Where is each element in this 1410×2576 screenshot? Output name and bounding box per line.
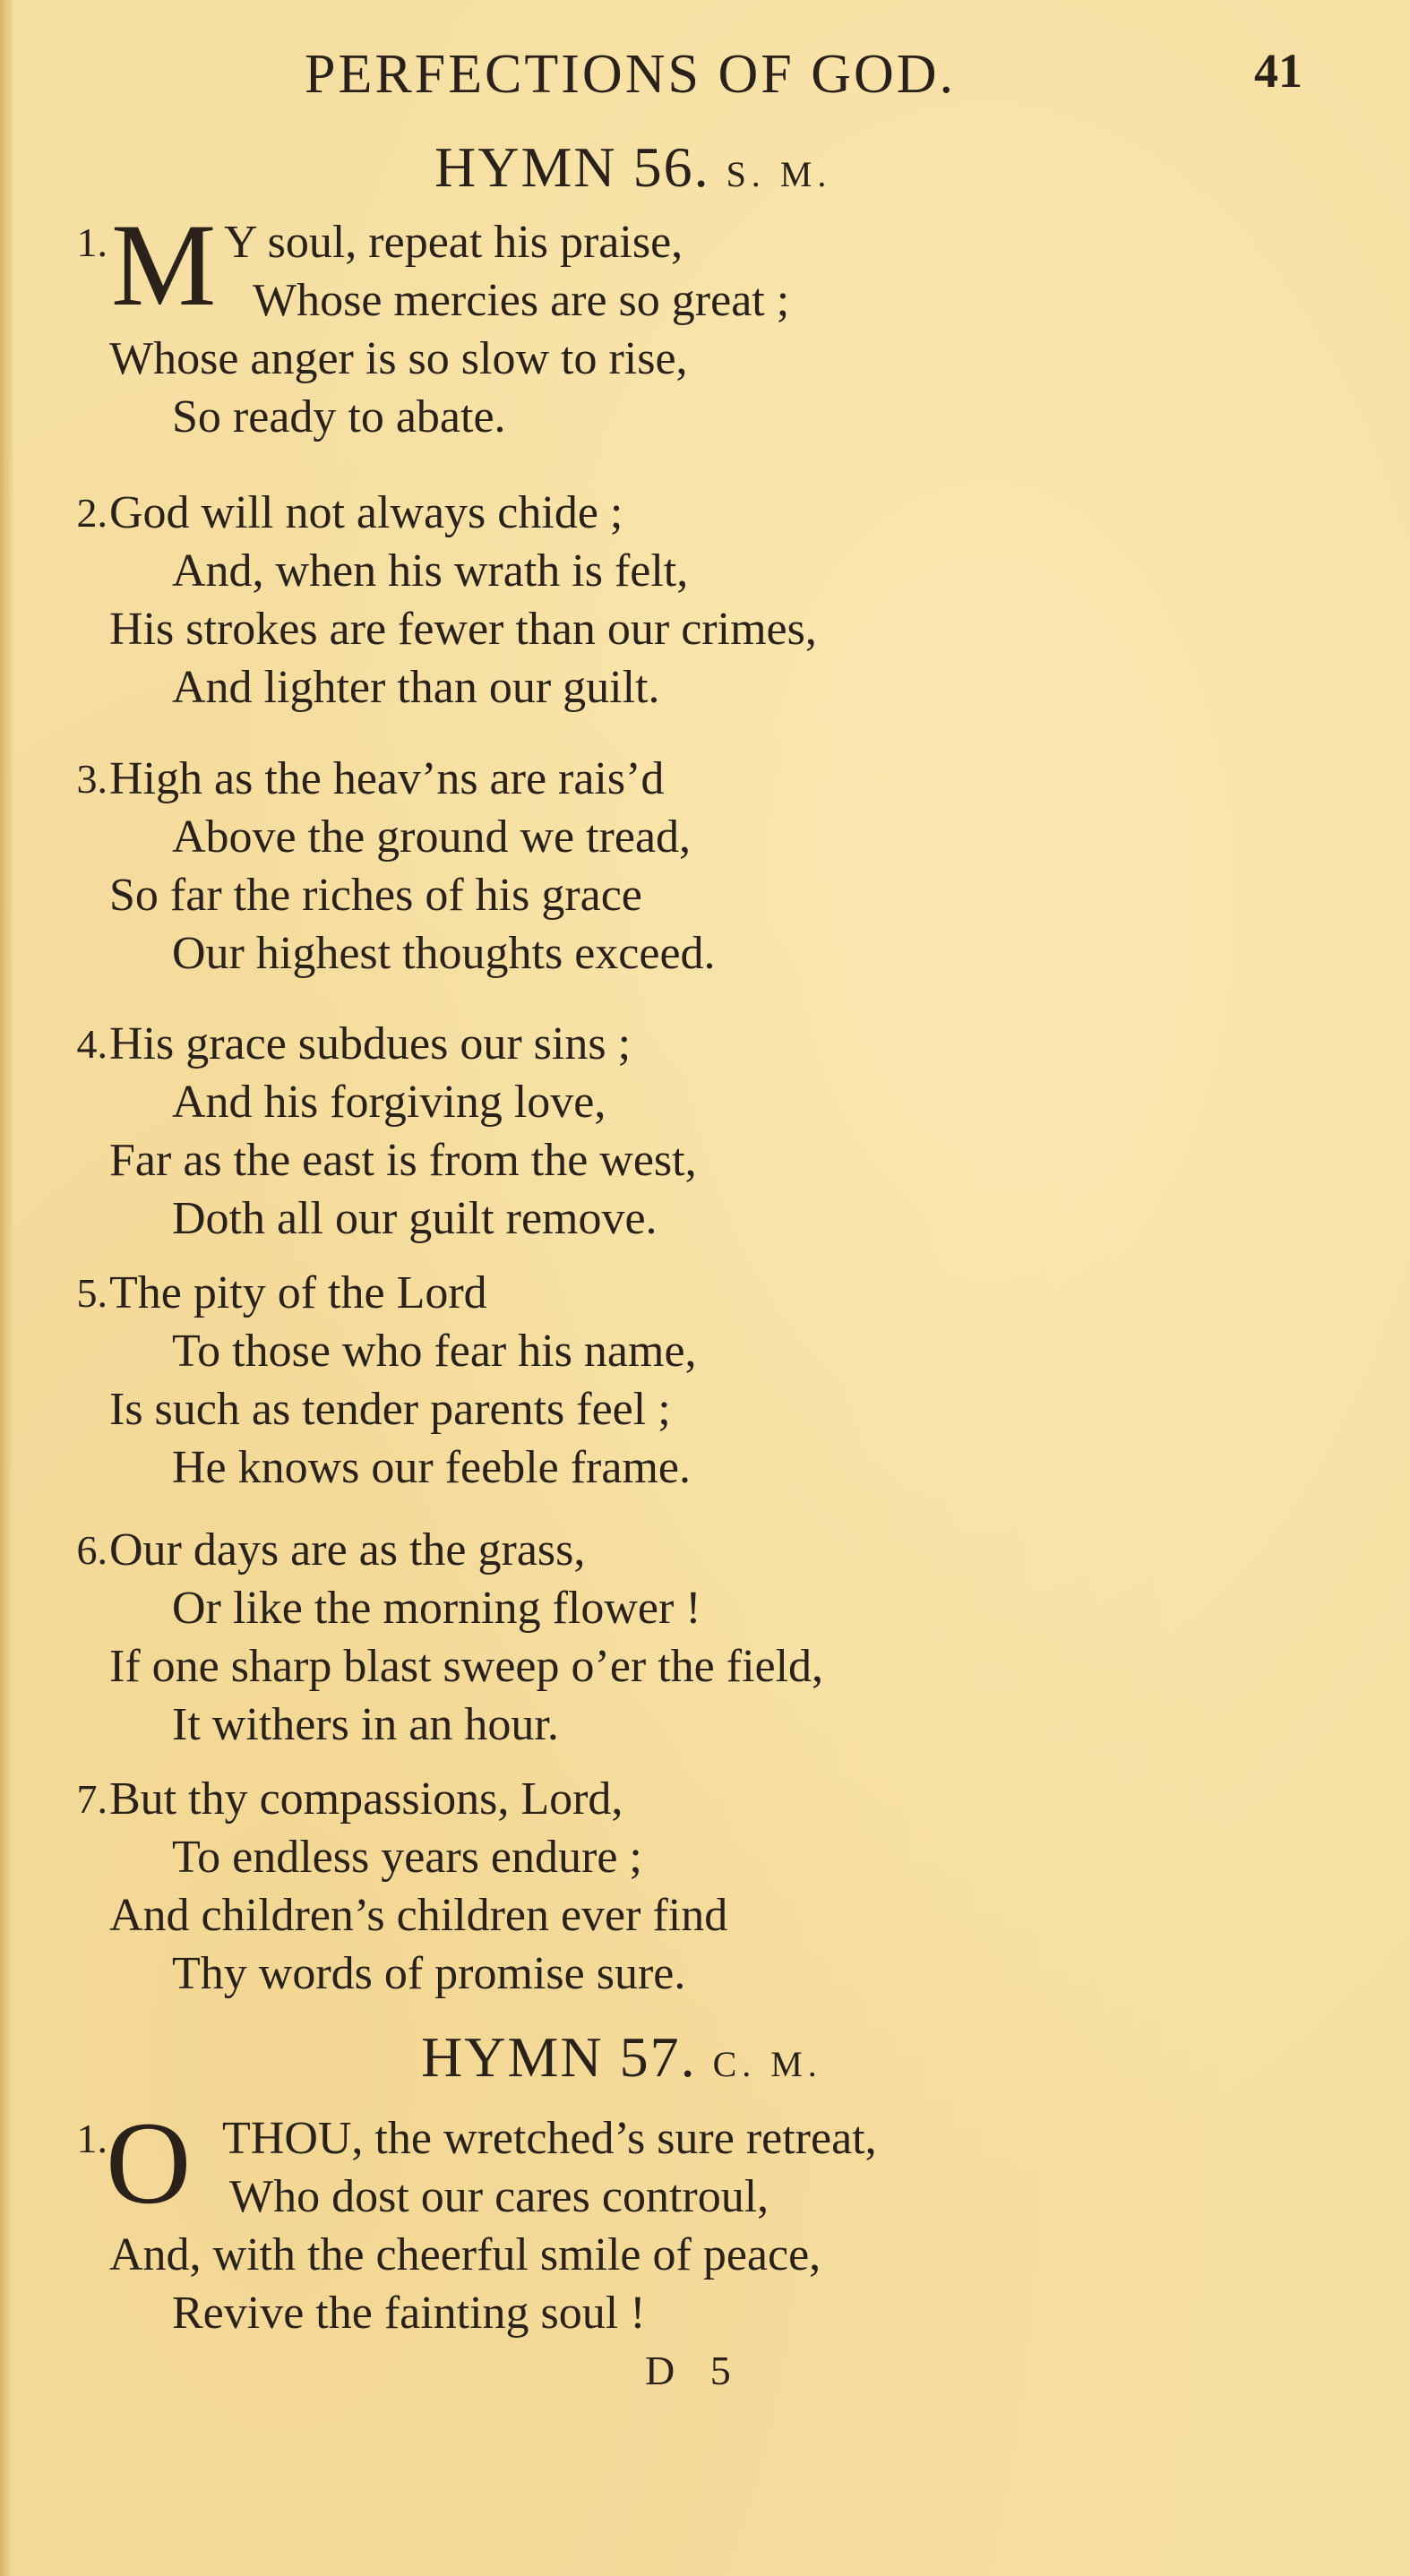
verse-line: [0, 866, 1410, 924]
page-number: 41: [1254, 44, 1303, 98]
verse-line: [0, 484, 1410, 542]
verse-6: [0, 1521, 1410, 1754]
verse-line: [0, 271, 1410, 330]
verse-line: [0, 1264, 1410, 1322]
verse-line-text: And, when his wrath is felt,: [172, 545, 689, 597]
verse-line: [0, 2168, 1410, 2226]
verse-line-text: Whose mercies are so great ;: [253, 275, 790, 326]
verse-line-text: So ready to abate.: [172, 391, 506, 442]
verse-line: [0, 2284, 1410, 2342]
verse-number: 3.: [76, 756, 107, 802]
verse-number: 2.: [76, 490, 107, 536]
verse-line-text: If one sharp blast sweep o’er the field,: [109, 1641, 824, 1692]
verse-line-text: And children’s children ever find: [109, 1890, 728, 1941]
verse-line: [0, 1521, 1410, 1579]
verse-line: [0, 388, 1410, 446]
verse-number: 5.: [76, 1270, 107, 1316]
verse-5: [0, 1264, 1410, 1497]
verse-line: [0, 1637, 1410, 1696]
verse-line-text: Far as the east is from the west,: [109, 1135, 697, 1186]
verse-line: [0, 1770, 1410, 1828]
verse-line-text: To those who fear his name,: [172, 1326, 697, 1377]
verse-number: 4.: [76, 1021, 107, 1067]
verse-number: 6.: [76, 1527, 107, 1573]
verse-line: [0, 1073, 1410, 1131]
verse-line-text: So far the riches of his grace: [109, 870, 642, 921]
drop-cap: M: [111, 199, 217, 331]
verse-line-text: Is such as tender parents feel ;: [109, 1384, 671, 1435]
hymn-meter: S. M.: [726, 154, 832, 194]
verse-line-text: The pity of the Lord: [109, 1267, 487, 1318]
verse-line: [0, 1886, 1410, 1945]
verse-line: [0, 1015, 1410, 1073]
verse-line-text: Doth all our guilt remove.: [172, 1193, 658, 1244]
drop-cap: O: [106, 2097, 192, 2228]
verse-line: [0, 808, 1410, 866]
verse-line: [0, 1189, 1410, 1248]
verse-line-text: Revive the fainting soul !: [172, 2288, 646, 2339]
verse-line: [0, 1579, 1410, 1637]
verse-line: [0, 2226, 1410, 2284]
running-title: PERFECTIONS OF GOD.: [305, 44, 957, 105]
verse-3: [0, 750, 1410, 983]
verse-line-text: And, with the cheerful smile of peace,: [109, 2229, 821, 2280]
verse-line-text: Y soul, repeat his praise,: [224, 217, 684, 268]
signature-mark: D 5: [645, 2348, 744, 2393]
verse-line-text: But thy compassions, Lord,: [109, 1773, 623, 1825]
verse-line-text: God will not always chide ;: [109, 487, 623, 538]
verse-line-text: It withers in an hour.: [172, 1699, 559, 1750]
verse-line-text: Our days are as the grass,: [109, 1524, 586, 1576]
verse-line-text: Whose anger is so slow to rise,: [109, 333, 688, 384]
hymn-meter: C. M.: [712, 2044, 822, 2084]
verse-1: [0, 199, 1410, 446]
hymn-56-heading: [434, 134, 831, 201]
verse-number: 7.: [76, 1776, 107, 1822]
verse-line: [0, 542, 1410, 600]
verse-line: [0, 1131, 1410, 1189]
verse-2: [0, 484, 1410, 717]
verse-line: [0, 924, 1410, 983]
verse-line-text: To endless years endure ;: [172, 1832, 642, 1883]
verse-line-text: High as the heav’ns are rais’d: [109, 753, 665, 804]
verse-number: 1.: [76, 2116, 107, 2161]
verse-line-text: His strokes are fewer than our crimes,: [109, 604, 817, 655]
verse-line-text: Who dost our cares controul,: [229, 2171, 769, 2222]
verse-1: [0, 2097, 1410, 2342]
verse-line-text: And lighter than our guilt.: [172, 662, 660, 713]
verse-line-text: He knows our feeble frame.: [172, 1442, 691, 1493]
verse-4: [0, 1015, 1410, 1248]
verse-line: [0, 1380, 1410, 1438]
verse-line-text: THOU, the wretched’s sure retreat,: [222, 2113, 877, 2164]
verse-line: [0, 1696, 1410, 1754]
verse-line: [0, 600, 1410, 658]
verse-line-text: Above the ground we tread,: [172, 811, 692, 863]
verse-number: 1.: [76, 219, 107, 265]
verse-line: [0, 1438, 1410, 1497]
hymn-title: HYMN 56.: [434, 135, 710, 199]
hymn-title: HYMN 57.: [421, 2025, 697, 2089]
verse-line: [0, 750, 1410, 808]
verse-line: [0, 1322, 1410, 1380]
hymn-57-heading: [421, 2024, 822, 2091]
verse-line: [0, 1945, 1410, 2003]
verse-line: [0, 1828, 1410, 1886]
verse-line-text: Or like the morning flower !: [172, 1583, 701, 1634]
verse-line-text: And his forgiving love,: [172, 1077, 606, 1128]
verse-line: [0, 658, 1410, 717]
page-header: [0, 34, 1410, 115]
verse-line: [0, 330, 1410, 388]
verse-line-text: Thy words of promise sure.: [172, 1948, 686, 1999]
verse-line-text: Our highest thoughts exceed.: [172, 928, 716, 979]
verse-line-text: His grace subdues our sins ;: [109, 1018, 632, 1069]
verse-7: [0, 1770, 1410, 2003]
